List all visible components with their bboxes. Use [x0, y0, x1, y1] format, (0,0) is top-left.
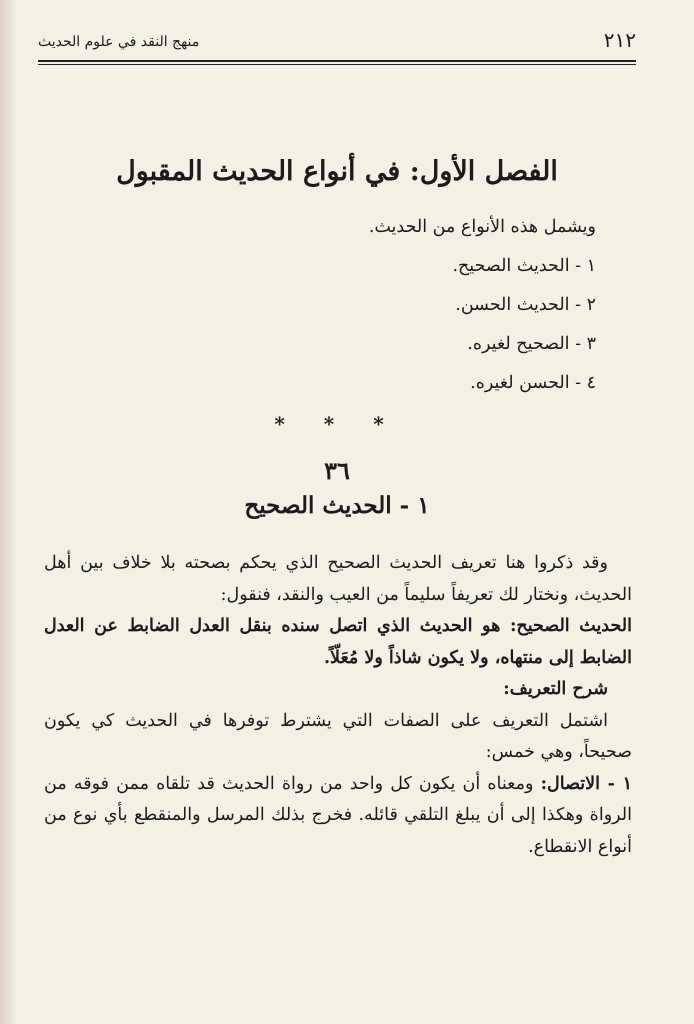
chapter-intro: ويشمل هذه الأنواع من الحديث.	[368, 217, 596, 237]
list-item: ٤ - الحسن لغيره.	[470, 373, 596, 393]
paragraph: اشتمل التعريف على الصفات التي يشترط توفرها في الحديث كي يكون صحيحاً، وهي خمس:	[44, 710, 632, 762]
explanation-heading: شرح التعريف:	[503, 679, 608, 699]
definition-paragraph: الحديث الصحيح: هو الحديث الذي اتصل سنده بنقل العدل الضابط عن العدل الضابط إلى منتهاه، ولا يكون شاذاً ولا مُعَلّاً.	[44, 616, 632, 668]
list-item: ٢ - الحديث الحسن.	[455, 295, 596, 315]
page-edge-shadow	[0, 0, 18, 1024]
list-item: ١ - الحديث الصحيح.	[452, 256, 596, 276]
condition-label: ١ - الاتصال:	[540, 773, 632, 794]
chapter-title: الفصل الأول: في أنواع الحديث المقبول	[116, 156, 558, 187]
condition-paragraph	[44, 769, 632, 864]
page-number: ٢١٢	[603, 28, 636, 52]
list-item: ٣ - الصحيح لغيره.	[467, 334, 596, 354]
chapter-list	[126, 208, 596, 403]
paragraph: وقد ذكروا هنا تعريف الحديث الصحيح الذي يحكم بصحته بلا خلاف بين أهل الحديث، ونختار لك تعريفاً سليماً من العيب والنقد، فنقول:	[44, 553, 632, 605]
header-rule-thick	[38, 60, 636, 62]
section-title: ١ - الحديث الصحيح	[244, 492, 430, 519]
body-text	[44, 548, 632, 863]
running-title: منهج النقد في علوم الحديث	[38, 34, 200, 50]
header-rule-thin	[38, 64, 636, 65]
section-separator: * * *	[274, 412, 400, 436]
section-number: ٣٦	[324, 456, 350, 485]
condition-text: ومعناه أن يكون كل واحد من رواة الحديث قد تلقاه ممن فوقه من الرواة وهكذا إلى أن يبلغ التلقي قائله. فخرج بذلك المرسل والمنقطع بأي نوع من أنواع الانقطاع.	[44, 773, 632, 857]
page-header	[38, 28, 636, 62]
